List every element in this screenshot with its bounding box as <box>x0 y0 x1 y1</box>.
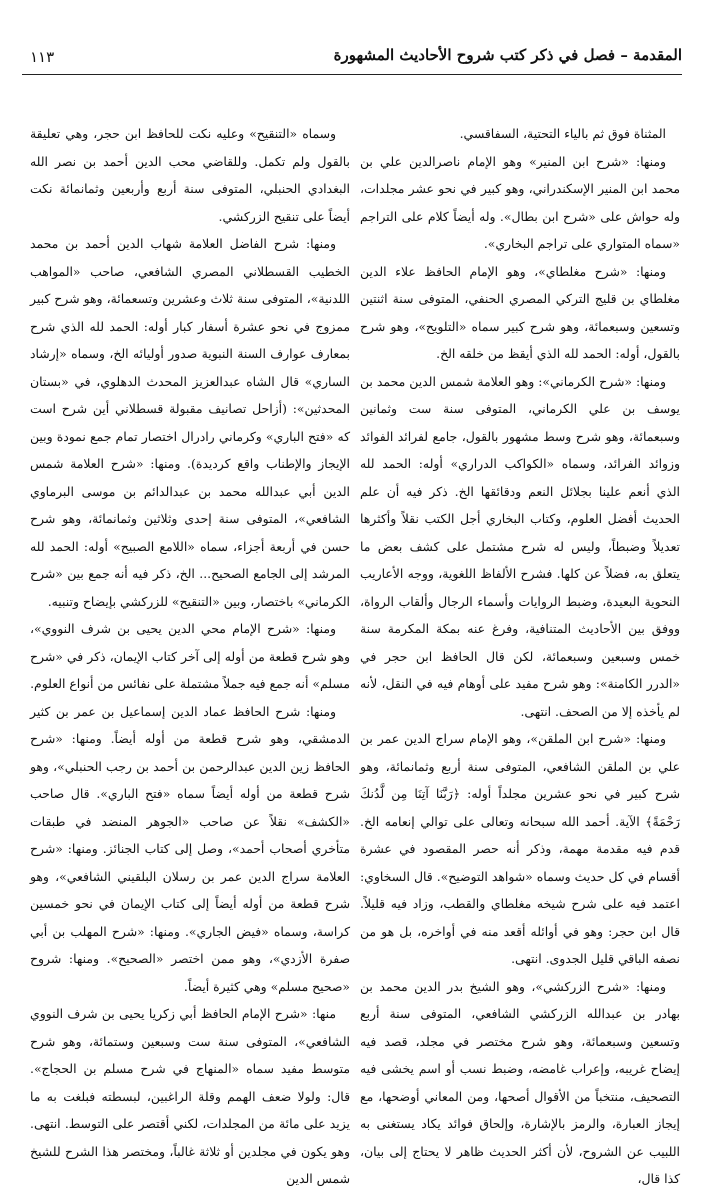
paragraph: ومنها: «شرح مغلطاي»، وهو الإمام الحافظ علاء الدين مغلطاي بن قليج التركي المصري الحنفي، المتوفى سنة اثنتين وتسعين وسبعمائة، وهو شرح كبير سماه «التلويح»، وهو شرح بالقول، أوله: الحمد لله الذي أيقظ من خلقه الخ. <box>360 263 680 361</box>
paragraph: ومنها: «شرح الكرماني»: وهو العلامة شمس الدين محمد بن يوسف بن علي الكرماني، المتوفى سنة ست وثمانين وسبعمائة، وهو شرح وسط مشهور بالقول، جامع لفرائد الفوائد وزوائد الفرائد، وسماه «الكواكب الدراري» أوله: الحمد لله الذي أنعم علينا بجلائل النعم ودقائقها الخ. ذكر فيه أن علم الحديث أفضل العلوم، وكتاب البخاري أجل الكتب نقلاً وأكثرها تعديلاً وضبطاً، وليس له شرح مشتمل على كشف بعض ما يتعلق به، فضلاً عن كلها. فشرح الألفاظ اللغوية، ووجه الأعاريب النحوية البعيدة، وضبط الروايات وأسماء الرجال وألقاب الرواة، ووفق بين الأحاديث المتنافية، وفرغ عنه بمكة المكرمة سنة خمس وسبعين وسبعمائة، لكن قال الحافظ ابن حجر في «الدرر الكامنة»: وهو شرح مفيد على أوهام فيه في النقل، لأنه لم يأخذه إلا من الصحف. انتهى. <box>360 373 680 719</box>
paragraph: المثناة فوق ثم بالياء التحتية، السفاقسي. <box>459 126 666 141</box>
paragraph: وسماه «التنقيح» وعليه نكت للحافظ ابن حجر، وهي تعليقة بالقول ولم تكمل. وللقاضي محب الدين أحمد بن نصر الله البغدادي الحنبلي، المتوفى سنة أربع وأربعين وثمانمائة نكت أيضاً على تنقيح الزركشي. <box>30 126 350 224</box>
paragraph: ومنها: «شرح ابن الملقن»، وهو الإمام سراج الدين عمر بن علي بن الملقن الشافعي، المتوفى سنة أربع وثمانمائة، وهو شرح كبير في نحو عشرين مجلداً أوله: ﴿رَبَّنَا آتِنَا مِن لَّدُنكَ رَحْمَةً﴾ الآية. أحمد الله سبحانه وتعالى على توالي إنعامه الخ. قدم فيه مقدمة مهمة، وذكر أنه حصر المقصود في عشرة أقسام في كل حديث وسماه «شواهد التوضيح». قال السخاوي: اعتمد فيه على شرح شيخه مغلطاي والقطب، وزاد فيه قليلاً. قال ابن حجر: وهو في أوائله أقعد منه في أواخره، بل هو من نصفه الباقي قليل الجدوى. انتهى. <box>360 731 680 966</box>
header-rule <box>22 74 682 75</box>
right-column <box>360 120 680 1186</box>
paragraph: ومنها: شرح الفاضل العلامة شهاب الدين أحمد بن محمد الخطيب القسطلاني المصري الشافعي، صاحب «المواهب اللدنية»، المتوفى سنة ثلاث وعشرين وتسعمائة، وهو شرح كبير ممزوج في نحو عشرة أسفار كبار أوله: الحمد لله الذي شرح بمعارف عوارف السنة النبوية صدور أوليائه الخ، وسماه «إرشاد الساري» قال الشاه عبدالعزيز المحدث الدهلوي، في «بستان المحدثين»: (أزاحل تصانيف مقبولة قسطلاني أين شرح است كه «فتح الباري» وكرماني رادرال اختصار تمام جمع نمودة وبين الإيجاز والإطناب واقع كرديدة). ومنها: «شرح العلامة شمس الدين أبي عبدالله محمد بن عبدالدائم بن موسى البرماوي الشافعي»، المتوفى سنة إحدى وثلاثين وثمانمائة، وهو شرح حسن في أربعة أجزاء، سماه «اللامع الصبيح» أوله: الحمد لله المرشد إلى الجامع الصحيح... الخ، ذكر فيه أنه جمع بين «شرح الكرماني» باختصار، وبين «التنقيح» للزركشي بإيضاح وتنبيه. <box>30 236 350 609</box>
paragraph: ومنها: شرح الحافظ عماد الدين إسماعيل بن عمر بن كثير الدمشقي، وهو شرح قطعة من أوله أيضاً. ومنها: «شرح الحافظ زين الدين عبدالرحمن بن أحمد بن رجب الحنبلي»، وهو شرح قطعة من أوله أيضاً سماه «فتح الباري». قال صاحب «الكشف» نقلاً عن صاحب «الجوهر المنضد في طبقات متأخري أصحاب أحمد»، وصل إلى كتاب الجنائز. ومنها: «شرح العلامة سراج الدين عمر بن رسلان البلقيني الشافعي»، وهو شرح قطعة من أوله أيضاً إلى كتاب الإيمان في نحو خمسين كراسة، وسماه «فيض الجاري». ومنها: «شرح المهلب بن أبي صفرة الأزدي»، وهو ممن اختصر «الصحيح». ومنها: شروح «صحيح مسلم» وهي كثيرة أيضاً. <box>30 703 350 994</box>
header-title: المقدمة – فصل في ذكر كتب شروح الأحاديث المشهورة <box>333 46 682 64</box>
paragraph: ومنها: «شرح ابن المنير» وهو الإمام ناصرالدين علي بن محمد ابن المنير الإسكندراني، وهو كبير في نحو عشر مجلدات، وله حواش على «شرح ابن بطال». وله أيضاً كلام على التراجم «سماه المتواري على تراجم البخاري». <box>360 153 680 251</box>
paragraph: منها: «شرح الإمام الحافظ أبي زكريا يحيى بن شرف النووي الشافعي»، المتوفى سنة ست وسبعين وستمائة، وهو شرح متوسط مفيد سماه «المنهاج في شرح مسلم بن الحجاج». قال: ولولا ضعف الهمم وقلة الراغبين، لبسطته فبلغت به ما يزيد على مائة من المجلدات، لكني أقتصر على التوسط. انتهى. وهو يكون في مجلدين أو ثلاثة غالباً، ومختصر هذا الشرح للشيخ شمس الدين <box>30 1006 350 1186</box>
page-number: ١١٣ <box>30 48 55 66</box>
left-column <box>30 120 350 1186</box>
paragraph: ومنها: «شرح الإمام محي الدين يحيى بن شرف النووي»، وهو شرح قطعة من أوله إلى آخر كتاب الإيمان، ذكر في «شرح مسلم» أنه جمع فيه جملاً مشتملة على نفائس من أنواع العلوم. <box>30 621 350 691</box>
page-header <box>22 40 682 80</box>
paragraph: ومنها: «شرح الزركشي»، وهو الشيخ بدر الدين محمد بن بهادر بن عبدالله الزركشي الشافعي، المتوفى سنة أربع وتسعين وسبعمائة، وهو شرح مختصر في مجلد، قصد فيه إيضاح غريبه، وإعراب غامضه، وضبط نسب أو اسم يخشى فيه التصحيف، منتخباً من الأقوال أصحها، ومن المعاني أوضحها، مع إيجاز العبارة، والرمز بالإشارة، وإلحاق فوائد يكاد يستغنى به اللبيب عن الشروح، لأن أكثر الحديث ظاهر لا يحتاج إلى بيان، كذا قال، <box>360 978 680 1186</box>
